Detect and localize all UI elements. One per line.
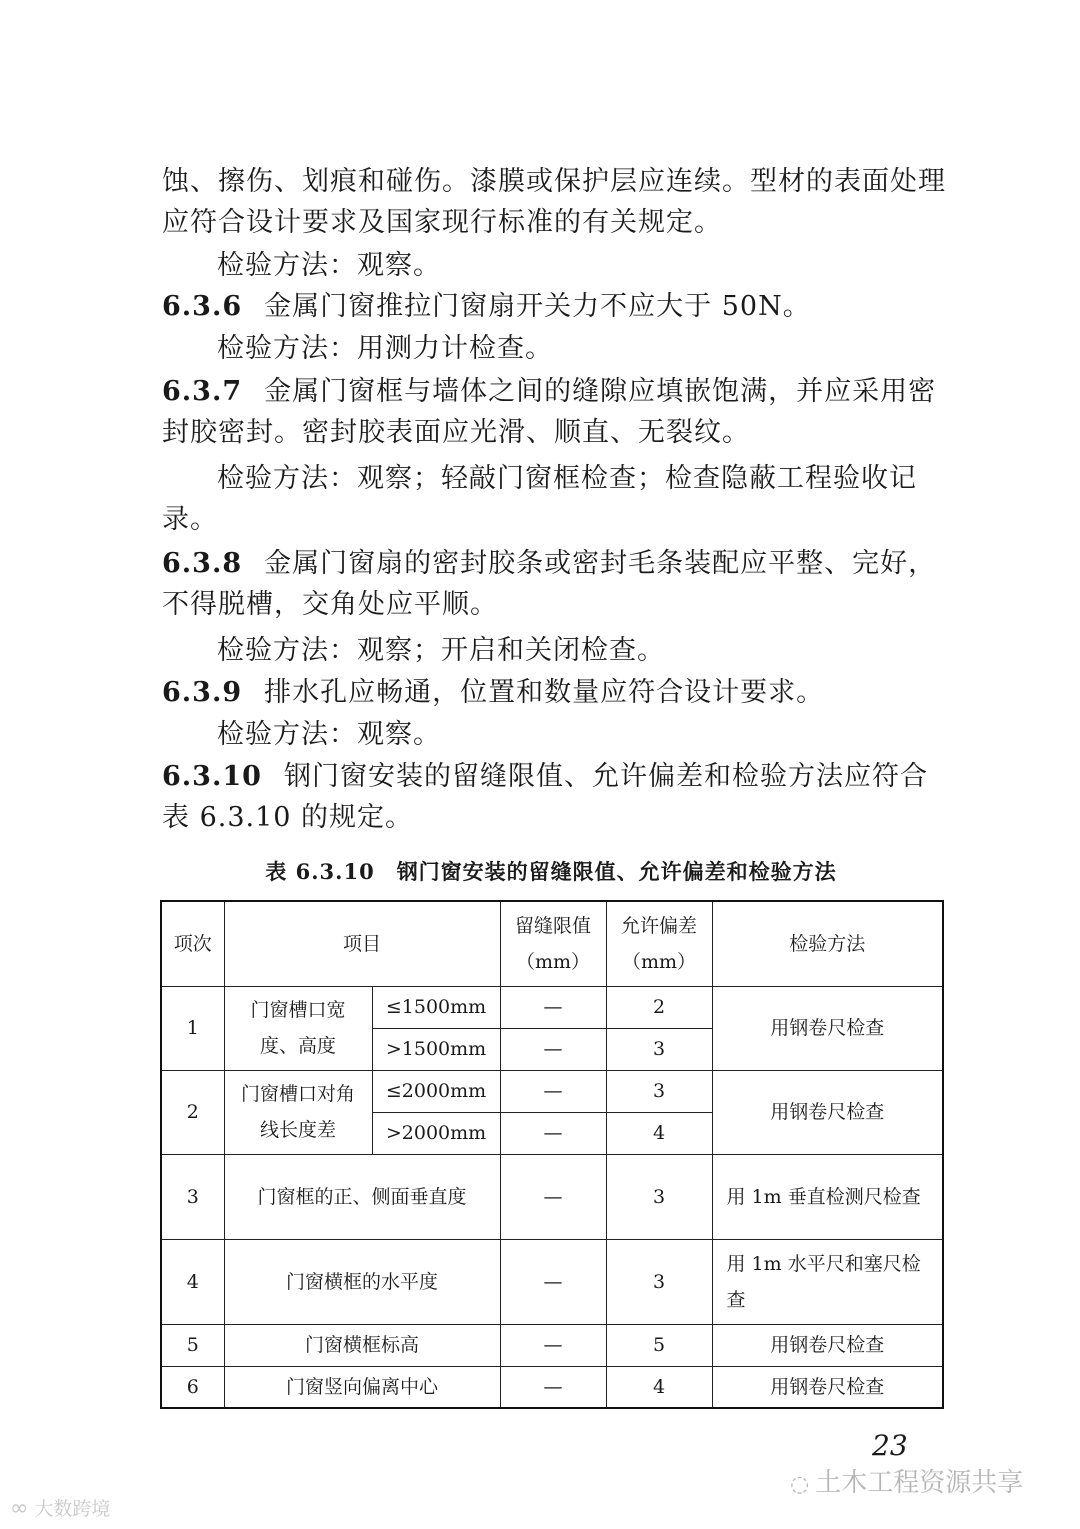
- header-tolerance-label: 允许偏差: [621, 914, 698, 937]
- table-row: [161, 1239, 943, 1324]
- clause-6-3-9: [162, 672, 952, 713]
- header-method: 检验方法: [712, 901, 943, 986]
- cell-index: 4: [161, 1239, 224, 1324]
- clause-6-3-7: [162, 371, 952, 453]
- cell-index: 3: [161, 1154, 224, 1239]
- clause-6-3-10: [162, 756, 952, 838]
- watermark-left: [10, 1494, 110, 1521]
- cell-tolerance: 3: [606, 1239, 712, 1324]
- cell-tolerance: 4: [606, 1112, 712, 1154]
- cell-sub: ≤2000mm: [372, 1070, 500, 1112]
- cell-gap: —: [500, 1366, 606, 1408]
- cell-gap: —: [500, 1324, 606, 1366]
- cell-tolerance: 3: [606, 1028, 712, 1070]
- watermark-right: [790, 1462, 1023, 1499]
- page-number: 23: [872, 1429, 908, 1462]
- method-line: 检验方法：观察；开启和关闭检查。: [217, 635, 665, 666]
- clause-number: 6.3.9: [162, 677, 243, 708]
- watermark-right-text: 土木工程资源共享: [815, 1468, 1024, 1498]
- header-index: 项次: [161, 901, 224, 986]
- cell-item: 门窗槽口对角线长度差: [224, 1070, 372, 1154]
- header-tolerance: [606, 901, 712, 986]
- cell-tolerance: 3: [606, 1154, 712, 1239]
- clause-text: 金属门窗推拉门窗扇开关力不应大于 50N。: [264, 291, 811, 322]
- cell-method: 用钢卷尺检查: [712, 1070, 943, 1154]
- cell-item: 门窗横框标高: [224, 1324, 500, 1366]
- method-line: 检验方法：观察。: [217, 250, 441, 281]
- clause-text: 金属门窗扇的密封胶条或密封毛条装配应平整、完好，不得脱槽，交角处应平顺。: [162, 548, 937, 620]
- cell-item: 门窗横框的水平度: [224, 1239, 500, 1324]
- cell-method: 用 1m 垂直检测尺检查: [712, 1154, 943, 1239]
- cell-sub: ≤1500mm: [372, 986, 500, 1028]
- watermark-left-text: 大数跨境: [34, 1498, 111, 1520]
- paragraph-continued: 蚀、擦伤、划痕和碰伤。漆膜或保护层应连续。型材的表面处理应符合设计要求及国家现行标准的有关规定。: [162, 166, 946, 238]
- cell-method: 用钢卷尺检查: [712, 986, 943, 1070]
- header-tolerance-unit: （mm）: [621, 950, 697, 973]
- method-line: 检验方法：用测力计检查。: [217, 333, 553, 364]
- clause-number: 6.3.6: [162, 291, 243, 322]
- cell-item: 门窗框的正、侧面垂直度: [224, 1154, 500, 1239]
- header-gap-limit-unit: （mm）: [515, 950, 591, 973]
- cell-gap: —: [500, 1112, 606, 1154]
- clause-number: 6.3.7: [162, 376, 243, 407]
- cell-index: 1: [161, 986, 224, 1070]
- table-row: [161, 1324, 943, 1366]
- table-row: [161, 1070, 943, 1112]
- cell-tolerance: 4: [606, 1366, 712, 1408]
- cell-index: 6: [161, 1366, 224, 1408]
- table-row: [161, 1154, 943, 1239]
- cell-gap: —: [500, 986, 606, 1028]
- header-gap-limit-label: 留缝限值: [515, 914, 592, 937]
- wechat-icon: ◌: [790, 1472, 810, 1497]
- table-caption-title: 钢门窗安装的留缝限值、允许偏差和检验方法: [396, 859, 837, 884]
- cell-gap: —: [500, 1154, 606, 1239]
- cell-gap: —: [500, 1070, 606, 1112]
- cell-gap: —: [500, 1028, 606, 1070]
- header-item: 项目: [224, 901, 500, 986]
- method-line: 检验方法：观察。: [217, 719, 441, 750]
- cell-tolerance: 3: [606, 1070, 712, 1112]
- cell-tolerance: 5: [606, 1324, 712, 1366]
- cell-item: 门窗竖向偏离中心: [224, 1366, 500, 1408]
- table-caption: [160, 856, 942, 886]
- clause-text: 排水孔应畅通，位置和数量应符合设计要求。: [264, 677, 825, 708]
- cell-item: 门窗槽口宽度、高度: [224, 986, 372, 1070]
- spec-table: [160, 900, 944, 1409]
- table-row: [161, 986, 943, 1028]
- clause-6-3-6: [162, 286, 952, 327]
- clause-number: 6.3.10: [162, 761, 262, 792]
- infinity-logo-icon: ∞: [10, 1496, 29, 1521]
- cell-method: 用 1m 水平尺和塞尺检查: [712, 1239, 943, 1324]
- table-header-row: [161, 901, 943, 986]
- cell-index: 2: [161, 1070, 224, 1154]
- cell-index: 5: [161, 1324, 224, 1366]
- table-row: [161, 1366, 943, 1408]
- cell-gap: —: [500, 1239, 606, 1324]
- clause-text: 金属门窗框与墙体之间的缝隙应填嵌饱满，并应采用密封胶密封。密封胶表面应光滑、顺直、无裂纹。: [162, 376, 937, 448]
- cell-sub: >1500mm: [372, 1028, 500, 1070]
- cell-sub: >2000mm: [372, 1112, 500, 1154]
- cell-method: 用钢卷尺检查: [712, 1324, 943, 1366]
- cell-tolerance: 2: [606, 986, 712, 1028]
- header-gap-limit: [500, 901, 606, 986]
- clause-6-3-8: [162, 543, 952, 625]
- clause-text: 钢门窗安装的留缝限值、允许偏差和检验方法应符合表 6.3.10 的规定。: [162, 761, 928, 833]
- clause-number: 6.3.8: [162, 548, 243, 579]
- table-caption-number: 表 6.3.10: [265, 859, 375, 884]
- cell-method: 用钢卷尺检查: [712, 1366, 943, 1408]
- method-line: 检验方法：观察；轻敲门窗框检查；检查隐蔽工程验收记录。: [162, 463, 917, 535]
